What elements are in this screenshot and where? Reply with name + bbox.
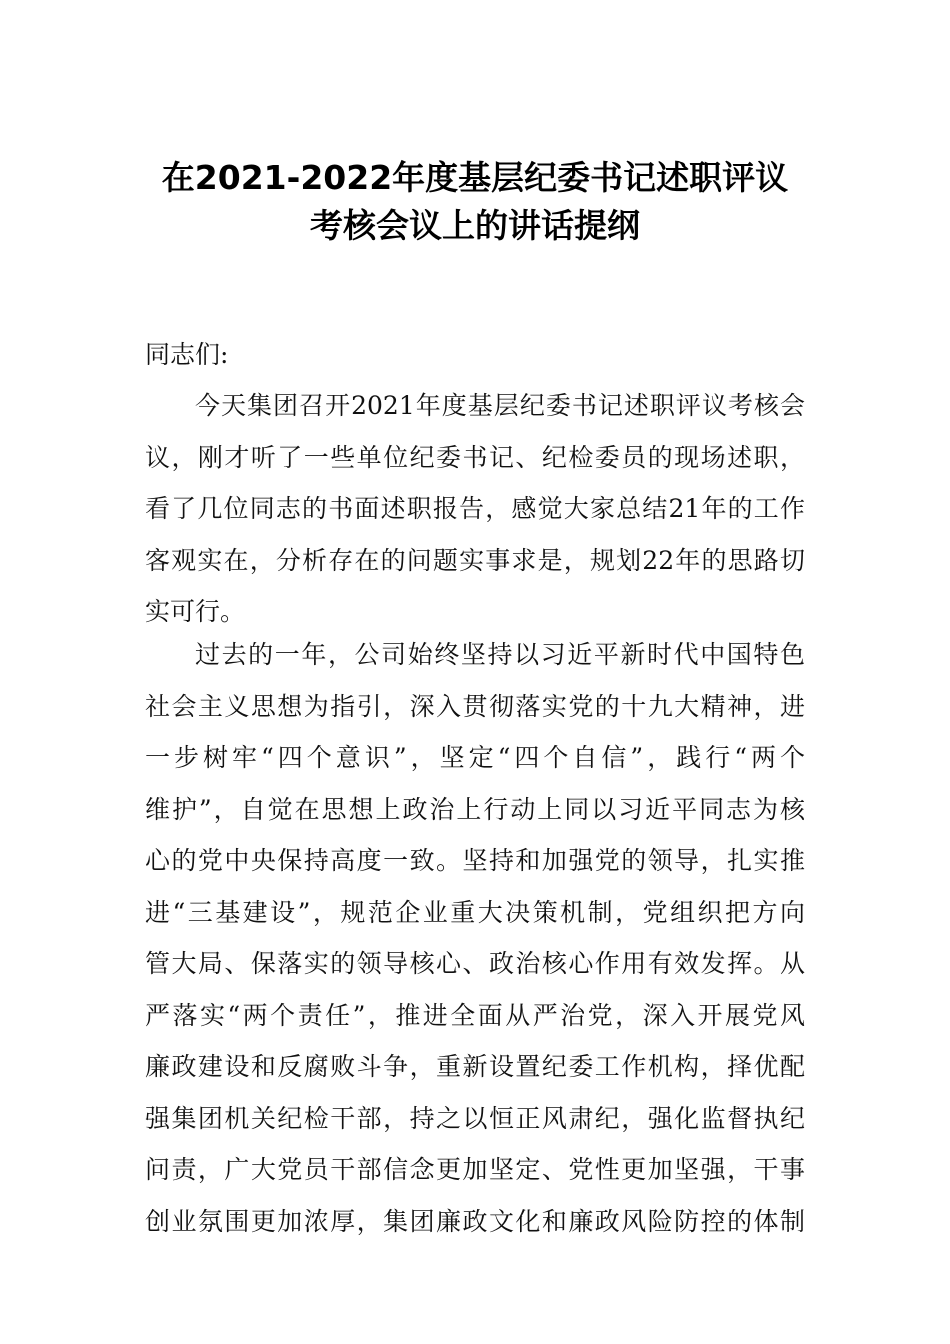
paragraph-line: 看了几位同志的书面述职报告，感觉大家总结21年的工作 xyxy=(145,494,805,523)
paragraph-line: 强集团机关纪检干部，持之以恒正风肃纪，强化监督执纪 xyxy=(145,1103,805,1133)
salutation: 同志们: xyxy=(145,340,229,369)
paragraph-line: 一步树牢“四个意识”，坚定“四个自信”，践行“两个 xyxy=(145,743,805,772)
document-title-line-1: 在2021-2022年度基层纪委书记述职评议 xyxy=(161,158,789,197)
paragraph-line: 过去的一年，公司始终坚持以习近平新时代中国特色 xyxy=(195,640,805,669)
paragraph-line: 议，刚才听了一些单位纪委书记、纪检委员的现场述职， xyxy=(145,442,805,472)
paragraph-line: 管大局、保落实的领导核心、政治核心作用有效发挥。从 xyxy=(145,949,805,978)
paragraph-line: 廉政建设和反腐败斗争，重新设置纪委工作机构，择优配 xyxy=(145,1052,805,1081)
paragraph-line: 今天集团召开2021年度基层纪委书记述职评议考核会 xyxy=(195,391,805,420)
paragraph-2 xyxy=(145,629,805,1247)
paragraph-line: 客观实在，分析存在的问题实事求是，规划22年的思路切 xyxy=(145,545,805,575)
paragraph-line: 社会主义思想为指引，深入贯彻落实党的十九大精神，进 xyxy=(145,691,805,721)
paragraph-line: 实可行。 xyxy=(145,597,246,626)
paragraph-line: 心的党中央保持高度一致。坚持和加强党的领导，扎实推 xyxy=(145,846,805,875)
paragraph-line: 问责，广大党员干部信念更加坚定、党性更加坚强，干事 xyxy=(145,1155,805,1184)
paragraph-1 xyxy=(145,380,805,638)
paragraph-line: 维护”，自觉在思想上政治上行动上同以习近平同志为核 xyxy=(145,794,805,824)
paragraph-line: 严落实“两个责任”，推进全面从严治党，深入开展党风 xyxy=(145,1000,805,1030)
paragraph-line: 创业氛围更加浓厚，集团廉政文化和廉政风险防控的体制 xyxy=(145,1206,805,1236)
paragraph-line: 进“三基建设”，规范企业重大决策机制，党组织把方向 xyxy=(145,897,805,927)
document-title-line-2: 考核会议上的讲话提纲 xyxy=(310,206,640,245)
